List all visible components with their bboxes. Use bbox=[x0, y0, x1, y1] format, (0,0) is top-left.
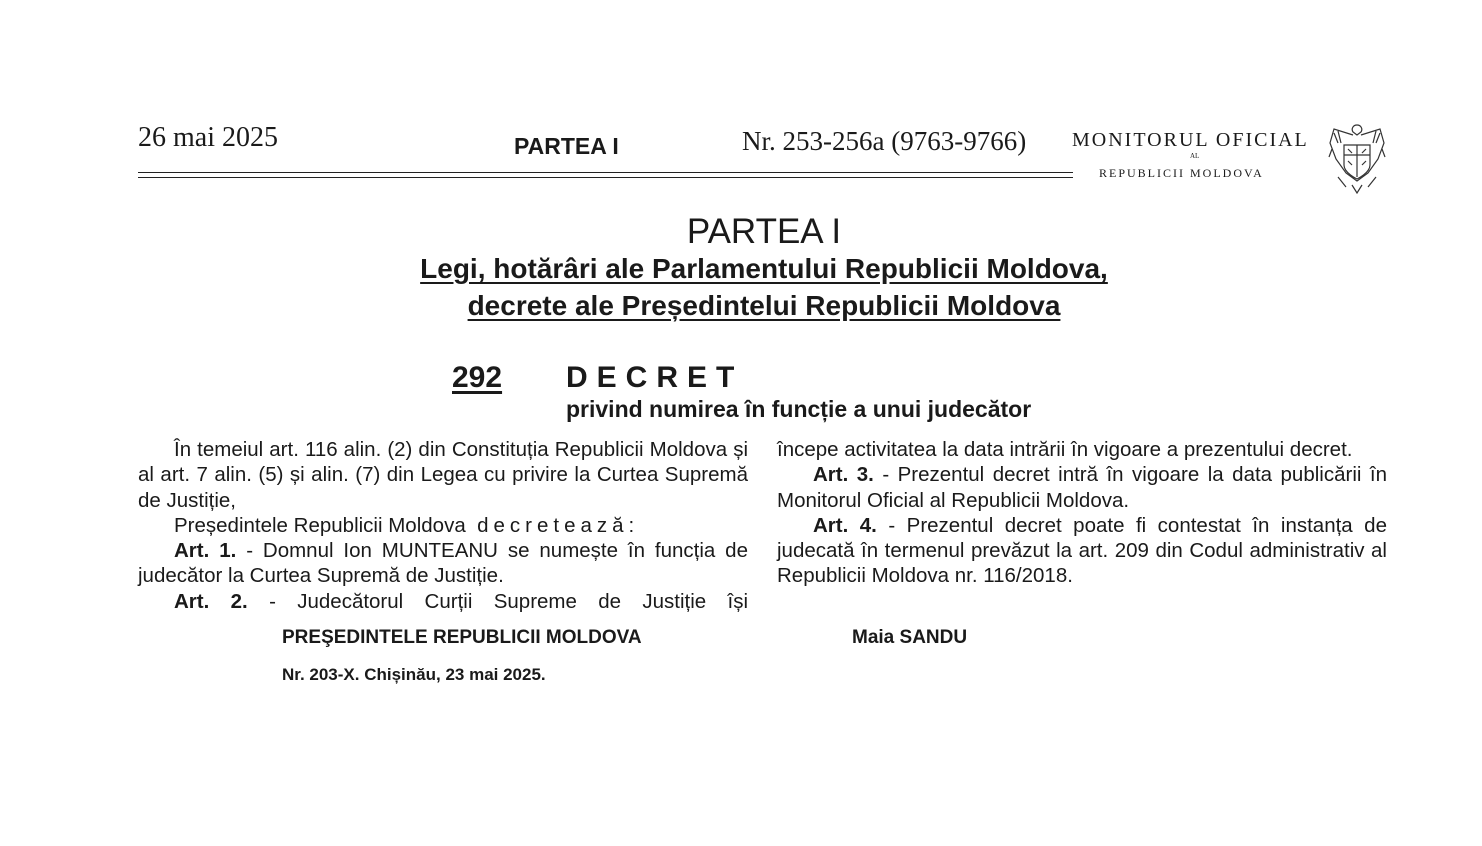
decree-type: DECRET bbox=[566, 361, 744, 394]
masthead-connector: AL bbox=[1190, 152, 1200, 160]
section-title: PARTEA I bbox=[686, 212, 842, 251]
article-3 bbox=[777, 462, 1387, 513]
article-text: - Judecătorul Curții Supreme de Justiție își bbox=[269, 589, 748, 613]
section-subtitle-line2: decrete ale Președintelui Republicii Moldova bbox=[467, 290, 1061, 321]
decree-preamble: În temeiul art. 116 alin. (2) din Constituția Republicii Moldova și al art. 7 alin. (5) și alin. (7) din Legea cu privire la Curtea Supremă de Justiție, bbox=[138, 438, 748, 512]
decree-reference: Nr. 203-X. Chișinău, 23 mai 2025. bbox=[282, 665, 546, 684]
header-part-label: PARTEA I bbox=[514, 133, 619, 159]
article-text: - Prezentul decret intră în vigoare la data publicării în Monitorul Oficial al Republicii Moldova. bbox=[777, 463, 1387, 512]
decree-body-right-column bbox=[777, 437, 1387, 589]
signatory-name: Maia SANDU bbox=[852, 627, 968, 648]
masthead-title: MONITORUL OFICIAL bbox=[1072, 129, 1309, 151]
header-rule-bottom bbox=[138, 177, 1073, 178]
article-label: Art. 3. bbox=[813, 463, 874, 487]
issue-number: Nr. 253-256a (9763-9766) bbox=[742, 126, 1027, 156]
enacting-verb: decretează: bbox=[477, 513, 640, 537]
issue-date: 26 mai 2025 bbox=[138, 122, 278, 153]
decree-body-left-column bbox=[138, 437, 748, 614]
article-text: - Domnul Ion MUNTEANU se numește în funcția de judecător la Curtea Supremă de Justiție. bbox=[138, 539, 748, 588]
article-2 bbox=[138, 589, 748, 614]
article-label: Art. 2. bbox=[174, 589, 248, 613]
decree-number: 292 bbox=[452, 361, 503, 394]
masthead-country: REPUBLICII MOLDOVA bbox=[1099, 166, 1264, 180]
article-label: Art. 1. bbox=[174, 539, 237, 563]
decree-subject: privind numirea în funcție a unui judecător bbox=[566, 396, 1032, 422]
article-1 bbox=[138, 538, 748, 589]
article-label: Art. 4. bbox=[813, 513, 877, 537]
enacting-formula bbox=[138, 513, 748, 538]
article-2-continued: începe activitatea la data intrării în vigoare a prezentului decret. bbox=[777, 438, 1353, 461]
coat-of-arms-icon bbox=[1326, 119, 1388, 197]
enacting-subject: Președintele Republicii Moldova bbox=[174, 513, 466, 537]
article-text: - Prezentul decret poate fi contestat în instanța de judecată în termenul prevăzut la art. 209 din Codul administrativ al Republicii Moldova nr. 116/2018. bbox=[777, 513, 1387, 588]
section-subtitle-line1: Legi, hotărâri ale Parlamentului Republicii Moldova, bbox=[420, 253, 1108, 284]
article-4 bbox=[777, 513, 1387, 589]
header-rule-top bbox=[138, 172, 1073, 173]
signatory-title: PREŞEDINTELE REPUBLICII MOLDOVA bbox=[282, 627, 642, 648]
